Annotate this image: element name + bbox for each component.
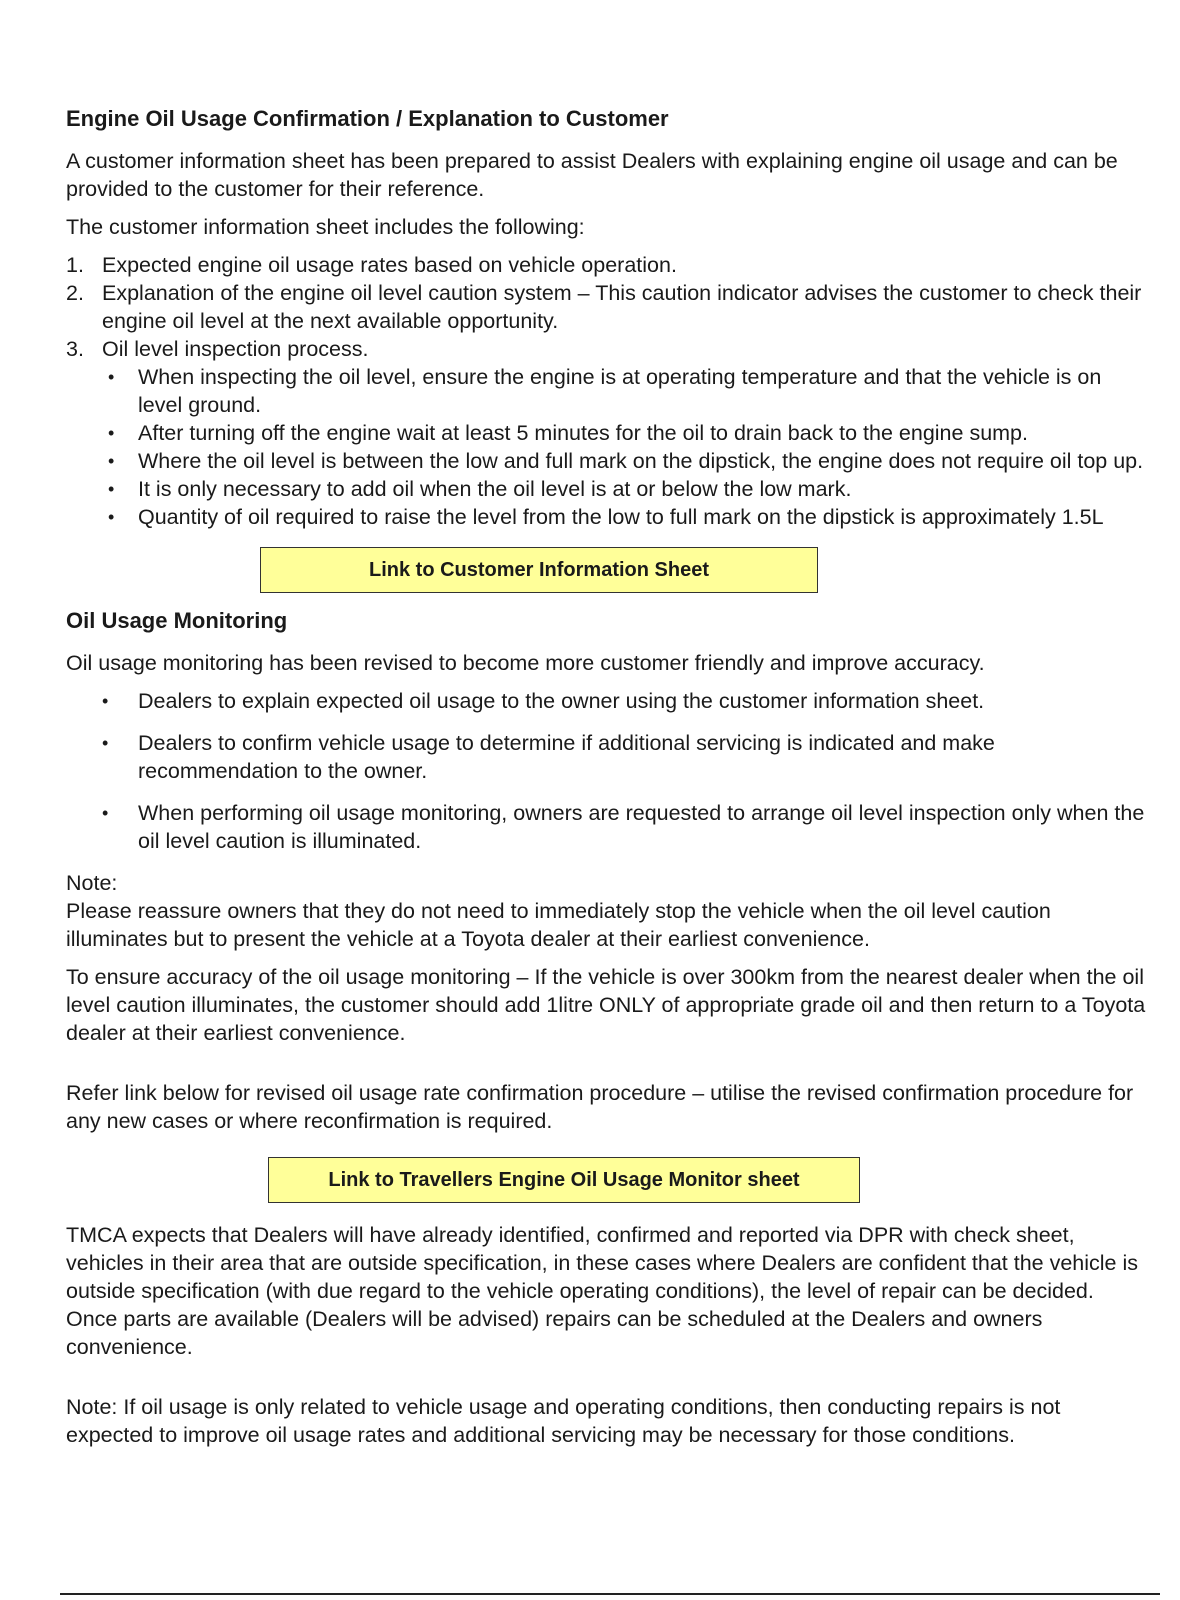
bullet-icon: • [108, 367, 115, 387]
list-item-text: Expected engine oil usage rates based on vehicle operation. [102, 253, 677, 277]
bullet-icon: • [108, 423, 115, 443]
refer-paragraph: Refer link below for revised oil usage rate confirmation procedure – utilise the revised confirmation procedure for any new cases or where reconfirmation is required. [66, 1081, 1134, 1133]
final-note-paragraph: Note: If oil usage is only related to vehicle usage and operating conditions, then conducting repairs is not expected to improve oil usage rates and additional servicing may be necessary for those conditions. [66, 1395, 1061, 1447]
monitoring-bullet-list [66, 687, 1146, 855]
bullet-icon: • [102, 733, 109, 753]
list-item-text: Quantity of oil required to raise the level from the low to full mark on the dipstick is approximately 1.5L [138, 505, 1104, 529]
list-item [102, 363, 1146, 419]
bullet-icon: • [108, 451, 115, 471]
inspection-bullet-list [102, 363, 1146, 531]
list-item [66, 279, 1146, 335]
bullet-icon: • [102, 803, 109, 823]
list-item-text: It is only necessary to add oil when the oil level is at or below the low mark. [138, 477, 852, 501]
monitoring-intro-paragraph: Oil usage monitoring has been revised to become more customer friendly and improve accuracy. [66, 651, 985, 675]
list-item [102, 475, 1146, 503]
tmca-paragraph: TMCA expects that Dealers will have already identified, confirmed and reported via DPR with check sheet, vehicles in their area that are outside specification, in these cases where Dealers are confident that the vehicle is outside specification (with due regard to the vehicle operating conditions), the level of repair can be decided. Once parts are available (Dealers will be advised) repairs can be scheduled at the Dealers and owners convenience. [66, 1223, 1139, 1359]
list-item [66, 799, 1146, 855]
spacer [66, 1057, 1146, 1079]
list-item [66, 335, 1146, 531]
list-item [66, 729, 1146, 785]
accuracy-paragraph: To ensure accuracy of the oil usage monitoring – If the vehicle is over 300km from the nearest dealer when the oil level caution illuminates, the customer should add 1litre ONLY of appropriate grade oil and then return to a Toyota dealer at their earliest convenience. [66, 965, 1146, 1045]
footer-divider [60, 1593, 1160, 1595]
intro-paragraph: A customer information sheet has been prepared to assist Dealers with explaining engine oil usage and can be provided to the customer for their reference. [66, 149, 1118, 201]
list-item-text: Where the oil level is between the low and full mark on the dipstick, the engine does not require oil top up. [138, 449, 1144, 473]
list-item-text: Dealers to explain expected oil usage to the owner using the customer information sheet. [138, 689, 985, 713]
travellers-oil-usage-monitor-link[interactable]: Link to Travellers Engine Oil Usage Monitor sheet [268, 1157, 860, 1203]
list-item-text: Dealers to confirm vehicle usage to determine if additional servicing is indicated and make recommendation to the owner. [138, 731, 995, 783]
list-item [66, 251, 1146, 279]
list-item [66, 687, 1146, 715]
list-item-text: When performing oil usage monitoring, owners are requested to arrange oil level inspection only when the oil level caution is illuminated. [138, 801, 1145, 853]
list-item [102, 503, 1146, 531]
numbered-list [66, 251, 1146, 531]
list-item [102, 419, 1146, 447]
bullet-icon: • [108, 507, 115, 527]
list-item [102, 447, 1146, 475]
list-number: 2. [66, 281, 84, 305]
customer-information-sheet-link[interactable]: Link to Customer Information Sheet [260, 547, 818, 593]
bullet-icon: • [108, 479, 115, 499]
note-paragraph: Please reassure owners that they do not need to immediately stop the vehicle when the oil level caution illuminates but to present the vehicle at a Toyota dealer at their earliest convenience. [66, 899, 1051, 951]
document-page [66, 105, 1146, 1459]
section-heading-oil-usage-monitoring: Oil Usage Monitoring [66, 608, 288, 633]
bullet-icon: • [102, 691, 109, 711]
list-number: 3. [66, 337, 84, 361]
section-heading-oil-usage-confirmation: Engine Oil Usage Confirmation / Explanation to Customer [66, 106, 669, 131]
spacer [66, 1371, 1146, 1393]
list-item-text: After turning off the engine wait at least 5 minutes for the oil to drain back to the engine sump. [138, 421, 1028, 445]
list-item-text: Oil level inspection process. [102, 337, 369, 361]
list-number: 1. [66, 253, 84, 277]
note-label: Note: [66, 871, 118, 895]
includes-paragraph: The customer information sheet includes the following: [66, 215, 585, 239]
list-item-text: When inspecting the oil level, ensure the engine is at operating temperature and that the vehicle is on level ground. [138, 365, 1102, 417]
list-item-text: Explanation of the engine oil level caution system – This caution indicator advises the customer to check their engine oil level at the next available opportunity. [102, 281, 1142, 333]
